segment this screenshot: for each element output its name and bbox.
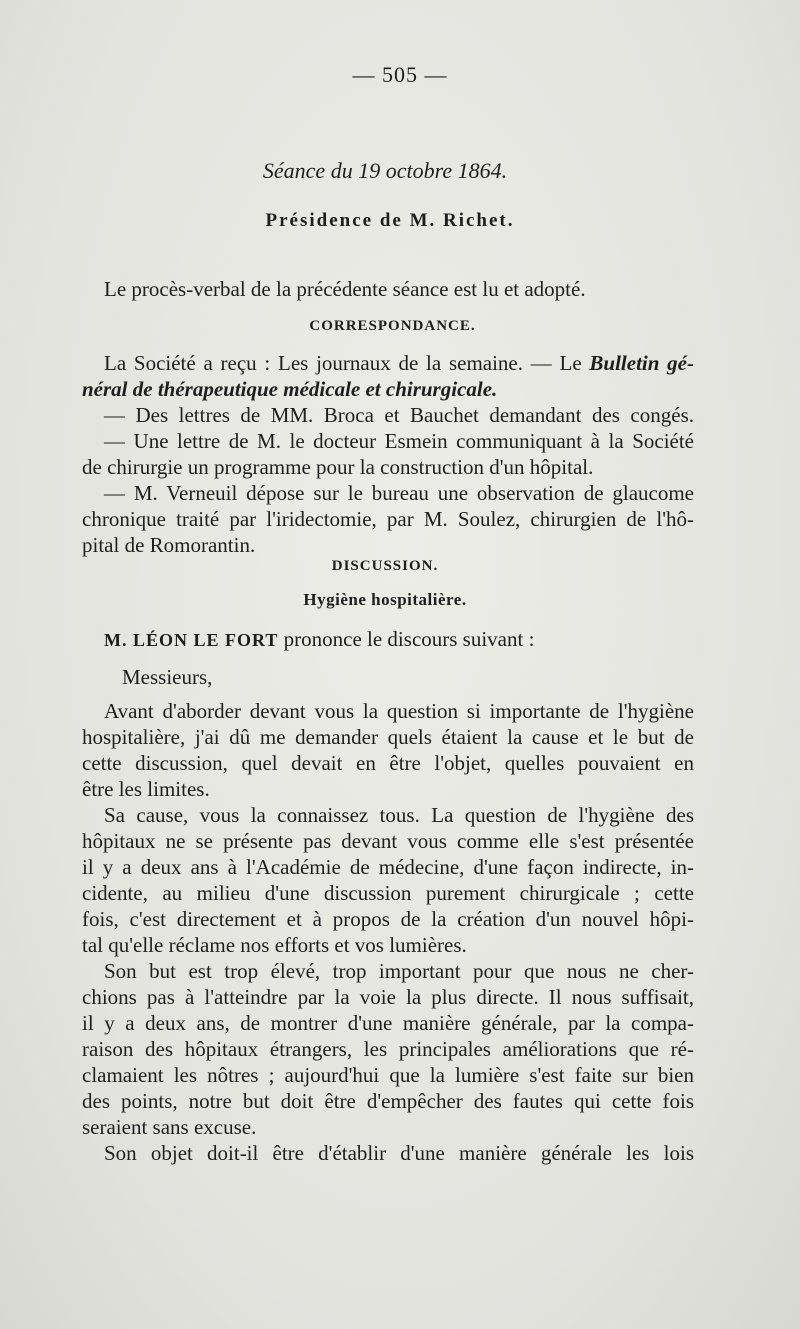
correspondance-line-4: — Une lettre de M. le docteur Esmein communiquant à la Société [104, 429, 694, 453]
correspondance-line-5: de chirurgie un programme pour la construction d'un hôpital. [82, 455, 594, 479]
speech-line: cidente, au milieu d'une discussion purement chirurgicale ; cette [82, 881, 694, 905]
discussion-heading: DISCUSSION. [331, 558, 439, 574]
speaker-line [104, 626, 694, 653]
proces-verbal-line: Le procès-verbal de la précédente séance est lu et adopté. [104, 277, 586, 301]
correspondance-line-3: — Des lettres de MM. Broca et Bauchet demandant des congés. [104, 403, 694, 427]
speech-line: Son but est trop élevé, trop important pour que nous ne cher- [104, 959, 694, 983]
speech-line: Sa cause, vous la connaissez tous. La question de l'hygiène des [104, 803, 694, 827]
correspondance-heading: CORRESPONDANCE. [309, 318, 476, 334]
speech-line: Son objet doit-il être d'établir d'une manière générale les lois [104, 1141, 694, 1165]
topic-heading: Hygiène hospitalière. [303, 590, 467, 609]
speech-line: être les limites. [82, 777, 210, 801]
presidence-heading: Présidence de M. Richet. [265, 210, 515, 231]
speech-line: tal qu'elle réclame nos efforts et vos lumières. [82, 933, 467, 957]
speech-line: clamaient les nôtres ; aujourd'hui que la lumière s'est faite sur bien [82, 1063, 694, 1087]
speech-line: hôpitaux ne se présente pas devant vous comme elle s'est présentée [82, 829, 694, 853]
speech-line: fois, c'est directement et à propos de la création d'un nouvel hôpi- [82, 907, 694, 931]
correspondance-line-6: — M. Verneuil dépose sur le bureau une observation de glaucome [104, 481, 694, 505]
session-date: Séance du 19 octobre 1864. [262, 158, 508, 183]
correspondance-line-2: néral de thérapeutique médicale et chirurgicale. [82, 377, 498, 401]
correspondance-line-8: pital de Romorantin. [82, 533, 256, 557]
speech-line: raison des hôpitaux étrangers, les principales améliorations que ré- [82, 1037, 694, 1061]
correspondance-line-7: chronique traité par l'iridectomie, par M. Soulez, chirurgien de l'hô- [82, 507, 694, 531]
speech-line: Avant d'aborder devant vous la question si importante de l'hygiène [104, 699, 694, 723]
correspondance-line-1-text: La Société a reçu : Les journaux de la semaine. — Le [104, 351, 590, 375]
speech-line: chions pas à l'atteindre par la voie la plus directe. Il nous suffisait, [82, 985, 694, 1009]
speaker-text: prononce le discours suivant : [278, 627, 535, 651]
correspondance-line-1 [104, 350, 694, 376]
speech-line: hospitalière, j'ai dû me demander quels étaient la cause et le but de [82, 725, 694, 749]
speech-line: il y a deux ans, de montrer d'une manière générale, par la compa- [82, 1011, 694, 1035]
speech-line: cette discussion, quel devait en être l'objet, quelles pouvaient en [82, 751, 694, 775]
speech-line: seraient sans excuse. [82, 1115, 257, 1139]
speech-line: des points, notre but doit être d'empêcher des fautes qui cette fois [82, 1089, 694, 1113]
speaker-name: M. LÉON LE FORT [104, 630, 279, 650]
speech-line: il y a deux ans à l'Académie de médecine, d'une façon indirecte, in- [82, 855, 694, 879]
salutation: Messieurs, [122, 665, 213, 689]
bulletin-title-part: Bulletin gé- [589, 351, 694, 375]
page-number: — 505 — [352, 62, 448, 87]
